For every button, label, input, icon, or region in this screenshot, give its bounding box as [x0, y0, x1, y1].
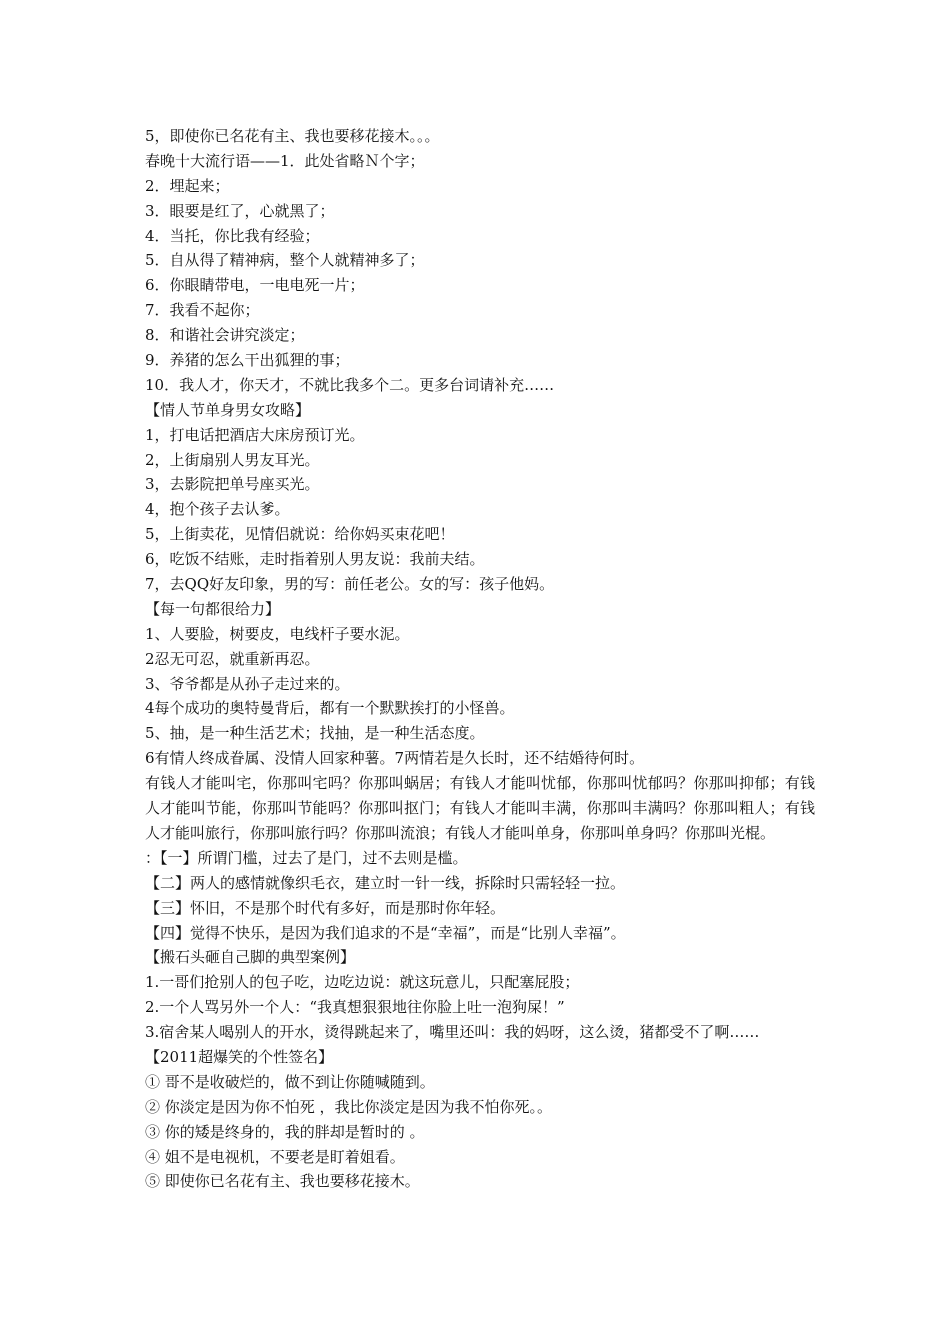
text-line: 9．养猪的怎么干出狐狸的事； — [145, 351, 350, 370]
text-line: ② 你淡定是因为你不怕死 ，我比你淡定是因为我不怕你死。。 — [145, 1097, 553, 1116]
text-line: 5，即使你已名花有主、我也要移花接木。。。 — [145, 127, 440, 145]
text-line: ① 哥不是收破烂的，做不到让你随喊随到。 — [145, 1072, 435, 1091]
text-line: 4每个成功的奥特曼背后，都有一个默默挨打的小怪兽。 — [145, 699, 515, 718]
section-heading: 【搬石头砸自己脚的典型案例】 — [145, 948, 356, 967]
section-heading: 【2011超爆笑的个性签名】 — [145, 1048, 334, 1066]
text-line: 【二】两人的感情就像织毛衣，建立时一针一线，拆除时只需轻轻一拉。 — [145, 873, 626, 892]
text-line: 7．我看不起你； — [145, 301, 260, 320]
text-line: 【四】觉得不快乐，是因为我们追求的不是“幸福”，而是“比别人幸福”。 — [145, 923, 626, 942]
text-line: 5．自从得了精神病，整个人就精神多了； — [145, 251, 425, 270]
section-heading: 【每一句都很给力】 — [145, 599, 281, 618]
text-line: ：【一】所谓门槛，过去了是门，过不去则是槛。 — [145, 848, 468, 867]
text-line: 2，上街扇别人男友耳光。 — [145, 450, 320, 469]
text-line: 春晚十大流行语——1．此处省略Ｎ个字； — [145, 151, 425, 170]
text-line: 4，抱个孩子去认爹。 — [145, 500, 290, 519]
text-line: 6有情人终成眷属、没情人回家种薯。7两情若是久长时，还不结婚待何时。 — [145, 749, 645, 768]
text-line: ⑤ 即使你已名花有主、我也要移花接木。 — [145, 1172, 420, 1191]
text-line: ④ 姐不是电视机，不要老是盯着姐看。 — [145, 1147, 405, 1166]
text-line: 6，吃饭不结账，走时指着别人男友说：我前夫结。 — [145, 550, 485, 569]
text-line: 1、人要脸，树要皮，电线杆子要水泥。 — [145, 624, 410, 643]
text-line: 6．你眼睛带电，一电电死一片； — [145, 276, 365, 295]
rich-people-paragraph: 有钱人才能叫宅，你那叫宅吗？你那叫蜗居；有钱人才能叫忧郁，你那叫忧郁吗？你那叫抑郁；有钱人才能叫节能，你那叫节能吗？你那叫抠门；有钱人才能叫丰满，你那叫丰满吗？你那叫粗人；有钱人才能叫旅行，你那叫旅行吗？你那叫流浪；有钱人才能叫单身，你那叫单身吗？你那叫光棍。 — [145, 774, 815, 842]
lines-after — [145, 846, 815, 1194]
text-line: 3、爷爷都是从孙子走过来的。 — [145, 674, 350, 693]
text-line: 8．和谐社会讲究淡定； — [145, 326, 305, 345]
text-line: 【三】怀旧，不是那个时代有多好，而是那时你年轻。 — [145, 898, 506, 917]
text-line: 4．当托，你比我有经验； — [145, 226, 320, 245]
text-line: 2．埋起来； — [145, 176, 230, 195]
section-heading: 【情人节单身男女攻略】 — [145, 400, 311, 419]
text-line: 5，上街卖花，见情侣就说：给你妈买束花吧！ — [145, 525, 455, 544]
text-line: ③ 你的矮是终身的，我的胖却是暂时的 。 — [145, 1122, 425, 1141]
text-line: 3.宿舍某人喝别人的开水，烫得跳起来了，嘴里还叫：我的妈呀，这么烫，猪都受不了啊…… — [145, 1023, 760, 1042]
text-line: 3，去影院把单号座买光。 — [145, 475, 320, 494]
text-line: 10．我人才，你天才，不就比我多个二。更多台词请补充…… — [145, 375, 555, 394]
text-line: 1，打电话把酒店大床房预订光。 — [145, 425, 365, 444]
lines-before — [145, 124, 815, 771]
text-line: 3．眼要是红了，心就黑了； — [145, 201, 335, 220]
text-line: 1.一哥们抢别人的包子吃，边吃边说：就这玩意儿，只配塞屁股； — [145, 973, 580, 992]
document-page — [145, 124, 815, 1194]
text-line: 7，去QQ好友印象，男的写：前任老公。女的写：孩子他妈。 — [145, 575, 555, 594]
text-line: 5、抽，是一种生活艺术；找抽，是一种生活态度。 — [145, 724, 485, 743]
text-line: 2忍无可忍，就重新再忍。 — [145, 649, 320, 668]
text-line: 2.一个人骂另外一个人：“我真想狠狠地往你脸上吐一泡狗屎！” — [145, 998, 565, 1017]
